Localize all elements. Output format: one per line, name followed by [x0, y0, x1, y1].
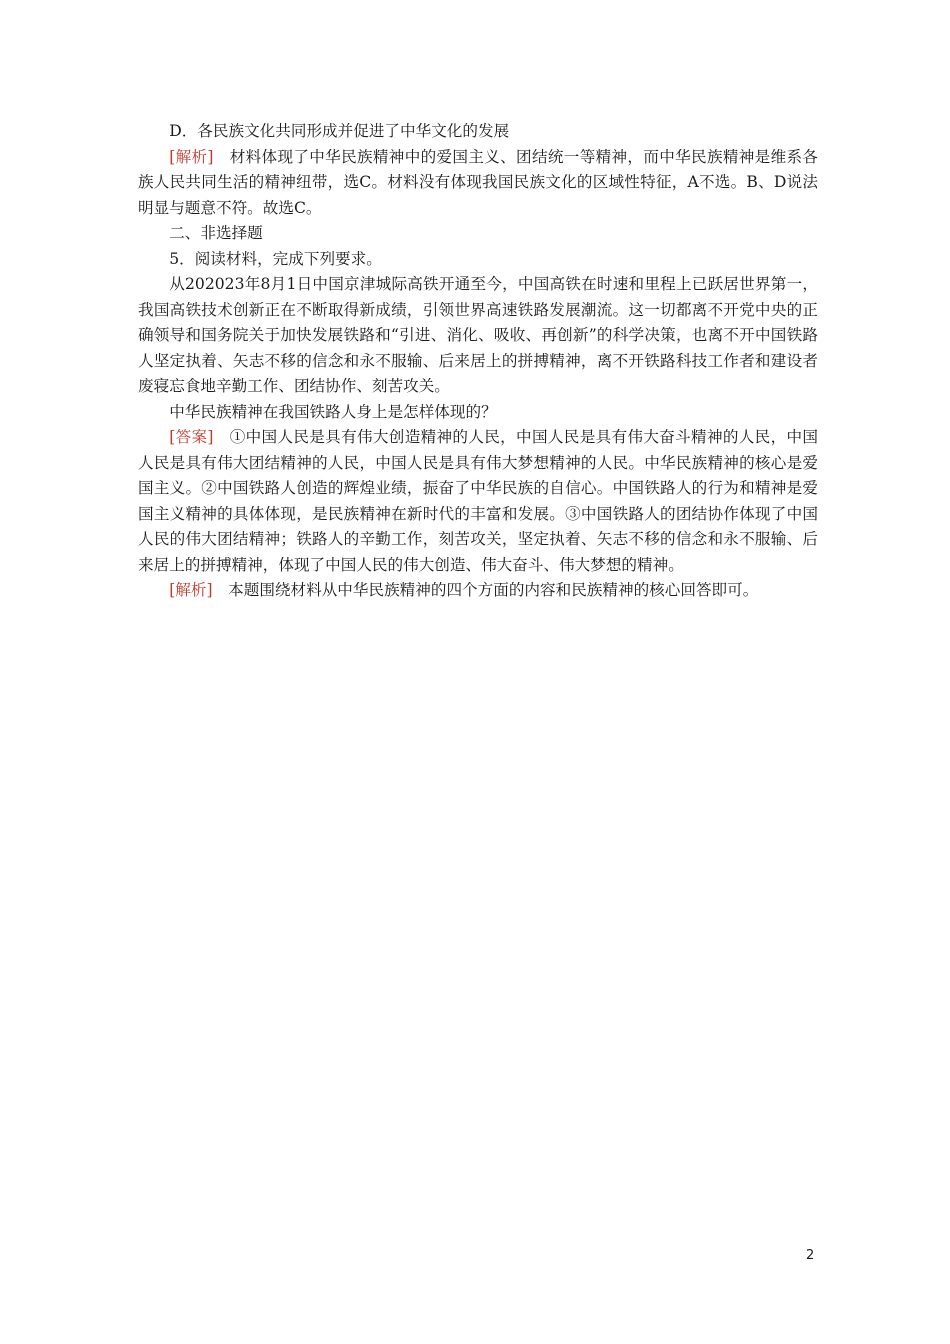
analysis-text: 本题围绕材料从中华民族精神的四个方面的内容和民族精神的核心回答即可。 [212, 581, 759, 599]
question-text: 中华民族精神在我国铁路人身上是怎样体现的？ [169, 402, 497, 421]
page-content [138, 119, 818, 604]
section-title: 二、非选择题 [169, 224, 263, 242]
material-paragraph: 从202023年8月1日中国京津城际高铁开通至今，中国高铁在时速和里程上已跃居世界第一，我国高铁技术创新正在不断取得新成绩，引领世界高速铁路发展潮流。这一切都离不开党中央的正确领导和国务院关于加快发展铁路和“引进、消化、吸收、再创新”的科学决策，也离不开中国铁路人坚定执着、矢志不移的信念和永不服输、后来居上的拼搏精神，离不开铁路科技工作者和建设者废寝忘食地辛勤工作、团结协作、刻苦攻关。 [138, 275, 818, 395]
analysis-paragraph-1 [138, 145, 818, 222]
analysis-text: 材料体现了中华民族精神中的爱国主义、团结统一等精神，而中华民族精神是维系各族人民共同生活的精神纽带，选C。材料没有体现我国民族文化的区域性特征，A不选。B、D说法明显与题意不符。故选C。 [138, 147, 818, 217]
question-number-line: 5．阅读材料，完成下列要求。 [169, 249, 382, 268]
analysis-tag: [解析] [169, 581, 213, 599]
option-d: D．各民族文化共同形成并促进了中华文化的发展 [169, 122, 510, 140]
answer-tag: [答案] [169, 428, 214, 446]
answer-paragraph [138, 425, 818, 578]
analysis-tag: [解析] [169, 147, 214, 166]
answer-text: ①中国人民是具有伟大创造精神的人民，中国人民是具有伟大奋斗精神的人民，中国人民是具有伟大团结精神的人民，中国人民是具有伟大梦想精神的人民。中华民族精神的核心是爱国主义。②中国铁路人创造的辉煌业绩，振奋了中华民族的自信心。中国铁路人的行为和精神是爱国主义精神的具体体现，是民族精神在新时代的丰富和发展。③中国铁路人的团结协作体现了中国人民的伟大团结精神；铁路人的辛勤工作，刻苦攻关，坚定执着、矢志不移的信念和永不服输、后来居上的拼搏精神，体现了中国人民的伟大创造、伟大奋斗、伟大梦想的精神。 [138, 428, 818, 574]
analysis-paragraph-2 [138, 578, 818, 604]
page-number: 2 [806, 1248, 815, 1263]
